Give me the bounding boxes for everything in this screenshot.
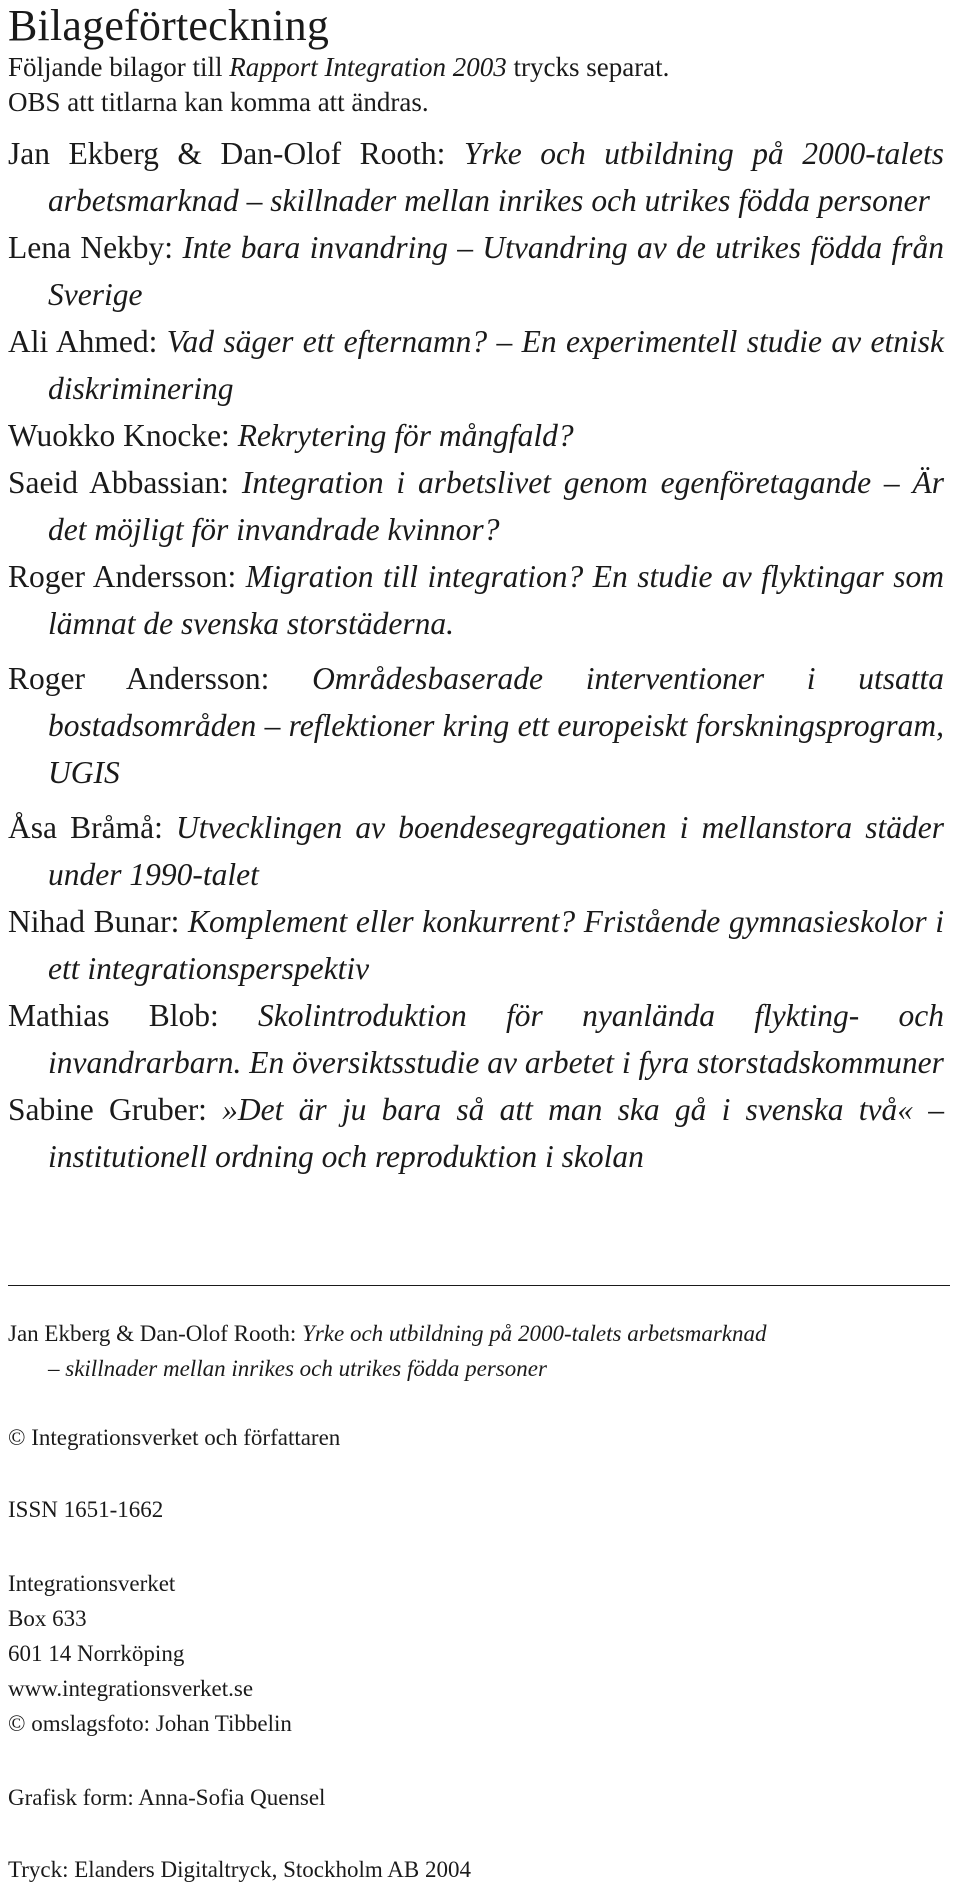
appendix-author: Roger Andersson: xyxy=(8,559,246,594)
appendix-title: »Det är ju bara så att man ska gå i svenska två« – institutionell ordning och reproduktion i skolan xyxy=(48,1092,944,1174)
photo-credit: © omslagsfoto: Johan Tibbelin xyxy=(8,1711,292,1736)
colophon-title-continued: – skillnader mellan inrikes och utrikes födda personer xyxy=(48,1356,547,1381)
issn-line: ISSN 1651-1662 xyxy=(8,1497,164,1522)
publisher-name: Integrationsverket xyxy=(8,1571,176,1596)
appendix-author: Jan Ekberg & Dan-Olof Rooth: xyxy=(8,136,464,171)
appendix-item xyxy=(8,318,944,412)
appendix-author: Wuokko Knocke: xyxy=(8,418,238,453)
intro-text xyxy=(8,50,948,120)
appendix-author: Saeid Abbassian: xyxy=(8,465,242,500)
appendix-author: Sabine Gruber: xyxy=(8,1092,223,1127)
appendix-item xyxy=(8,553,944,647)
appendix-item xyxy=(8,804,944,898)
appendix-author: Lena Nekby: xyxy=(8,230,183,265)
appendix-title: Yrke och utbildning på 2000-talets arbetsmarknad – skillnader mellan inrikes och utrikes födda personer xyxy=(48,136,944,218)
appendix-author: Nihad Bunar: xyxy=(8,904,189,939)
appendix-item xyxy=(8,992,944,1086)
intro-line-1: Följande bilagor till Rapport Integration 2003 trycks separat. xyxy=(8,52,670,82)
appendix-item xyxy=(8,459,944,553)
appendix-title: Migration till integration? En studie av flyktingar som lämnat de svenska storstäderna. xyxy=(48,559,944,641)
page-title: Bilageförteckning xyxy=(8,1,330,50)
appendix-item xyxy=(8,224,944,318)
publisher-address xyxy=(8,1566,956,1741)
copyright-line: © Integrationsverket och författaren xyxy=(8,1425,341,1450)
appendix-title: Rekrytering för mångfald? xyxy=(237,418,574,453)
print-credit: Tryck: Elanders Digitaltryck, Stockholm AB 2004 xyxy=(8,1857,471,1882)
appendix-item xyxy=(8,655,944,796)
appendix-list xyxy=(8,130,944,1180)
address-box: Box 633 xyxy=(8,1606,87,1631)
appendix-author: Åsa Bråmå: xyxy=(8,810,177,845)
appendix-title: Inte bara invandring – Utvandring av de utrikes födda från Sverige xyxy=(48,230,944,312)
design-credit: Grafisk form: Anna-Sofia Quensel xyxy=(8,1785,326,1810)
appendix-title: Utvecklingen av boendesegregationen i mellanstora städer under 1990-talet xyxy=(48,810,944,892)
appendix-item xyxy=(8,898,944,992)
appendix-title: Vad säger ett efternamn? – En experimentell studie av etnisk diskriminering xyxy=(48,324,944,406)
appendix-item xyxy=(8,412,944,459)
appendix-author: Roger Andersson: xyxy=(8,661,313,696)
appendix-author: Mathias Blob: xyxy=(8,998,258,1033)
colophon-author: Jan Ekberg & Dan-Olof Rooth: xyxy=(8,1321,303,1346)
intro-line-2: OBS att titlarna kan komma att ändras. xyxy=(8,87,429,117)
address-city: 601 14 Norrköping xyxy=(8,1641,185,1666)
publisher-website: www.integrationsverket.se xyxy=(8,1676,254,1701)
appendix-title: Områdesbaserade interventioner i utsatta bostadsområden – reflektioner kring ett europeiskt forskningsprogram, UGIS xyxy=(48,661,944,790)
appendix-item xyxy=(8,130,944,224)
appendix-title: Komplement eller konkurrent? Fristående gymnasieskolor i ett integrationsperspektiv xyxy=(48,904,944,986)
report-title: Rapport Integration 2003 xyxy=(229,52,507,82)
appendix-title: Skolintroduktion för nyanlända flykting- och invandrarbarn. En översiktsstudie av arbetet i fyra storstadskommuner xyxy=(48,998,944,1080)
divider xyxy=(8,1285,950,1286)
appendix-title: Integration i arbetslivet genom egenföretagande – Är det möjligt för invandrade kvinnor? xyxy=(48,465,944,547)
appendix-author: Ali Ahmed: xyxy=(8,324,167,359)
appendix-item xyxy=(8,1086,944,1180)
colophon-title: Yrke och utbildning på 2000-talets arbetsmarknad xyxy=(302,1321,767,1346)
colophon-reference xyxy=(8,1316,956,1386)
